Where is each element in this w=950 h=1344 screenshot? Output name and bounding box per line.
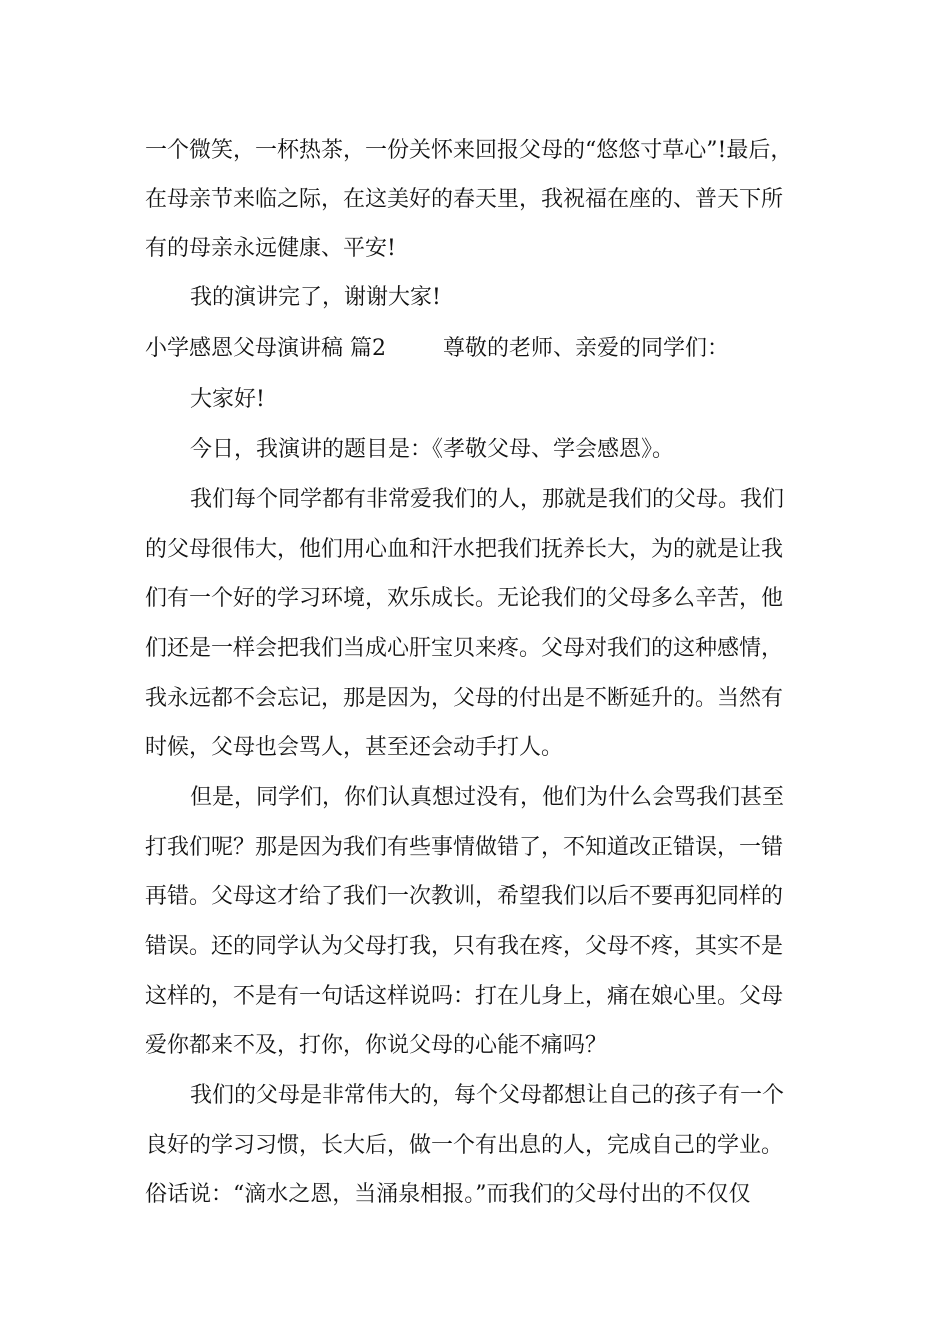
paragraph-line: 我永远都不会忘记，那是因为，父母的付出是不断延升的。当然有: [145, 686, 784, 711]
paragraph-line: 但是，同学们，你们认真想过没有，他们为什么会骂我们甚至: [190, 785, 785, 810]
paragraph-line: 爱你都来不及，打你，你说父母的心能不痛吗？: [145, 1033, 608, 1058]
paragraph-line: 打我们呢？那是因为我们有些事情做错了，不知道改正错误，一错: [145, 835, 784, 860]
paragraph-line: 大家好!: [190, 387, 265, 412]
greeting-text: 尊敬的老师、亲爱的同学们：: [443, 336, 730, 361]
paragraph-line: 在母亲节来临之际，在这美好的春天里，我祝福在座的、普天下所: [145, 187, 784, 212]
paragraph-line: 我的演讲完了，谢谢大家!: [190, 285, 441, 310]
paragraph-line: 们还是一样会把我们当成心肝宝贝来疼。父母对我们的这种感情，: [145, 636, 784, 661]
paragraph-line: 这样的，不是有一句话这样说吗：打在儿身上，痛在娘心里。父母: [145, 984, 784, 1009]
paragraph-line: 我们的父母是非常伟大的，每个父母都想让自己的孩子有一个: [190, 1083, 785, 1108]
paragraph-line: 良好的学习习惯，长大后，做一个有出息的人，完成自己的学业。: [145, 1133, 784, 1158]
section-heading: 小学感恩父母演讲稿 篇2: [145, 336, 386, 361]
paragraph-line: 今日，我演讲的题目是：《孝敬父母、学会感恩》。: [190, 437, 675, 462]
paragraph-line: 再错。父母这才给了我们一次教训，希望我们以后不要再犯同样的: [145, 884, 784, 909]
paragraph-line: 错误。还的同学认为父母打我，只有我在疼，父母不疼，其实不是: [145, 934, 784, 959]
paragraph-line: 们有一个好的学习环境，欢乐成长。无论我们的父母多么辛苦，他: [145, 586, 784, 611]
paragraph-line: 有的母亲永远健康、平安!: [145, 236, 396, 261]
paragraph-line: 我们每个同学都有非常爱我们的人，那就是我们的父母。我们: [190, 487, 785, 512]
paragraph-line: 一个微笑，一杯热茶，一份关怀来回报父母的“悠悠寸草心”!最后，: [145, 138, 793, 163]
paragraph-line: 俗话说：“滴水之恩，当涌泉相报。”而我们的父母付出的不仅仅: [145, 1182, 751, 1207]
paragraph-line: 的父母很伟大，他们用心血和汗水把我们抚养长大，为的就是让我: [145, 537, 784, 562]
paragraph-line: 时候，父母也会骂人，甚至还会动手打人。: [145, 735, 564, 760]
